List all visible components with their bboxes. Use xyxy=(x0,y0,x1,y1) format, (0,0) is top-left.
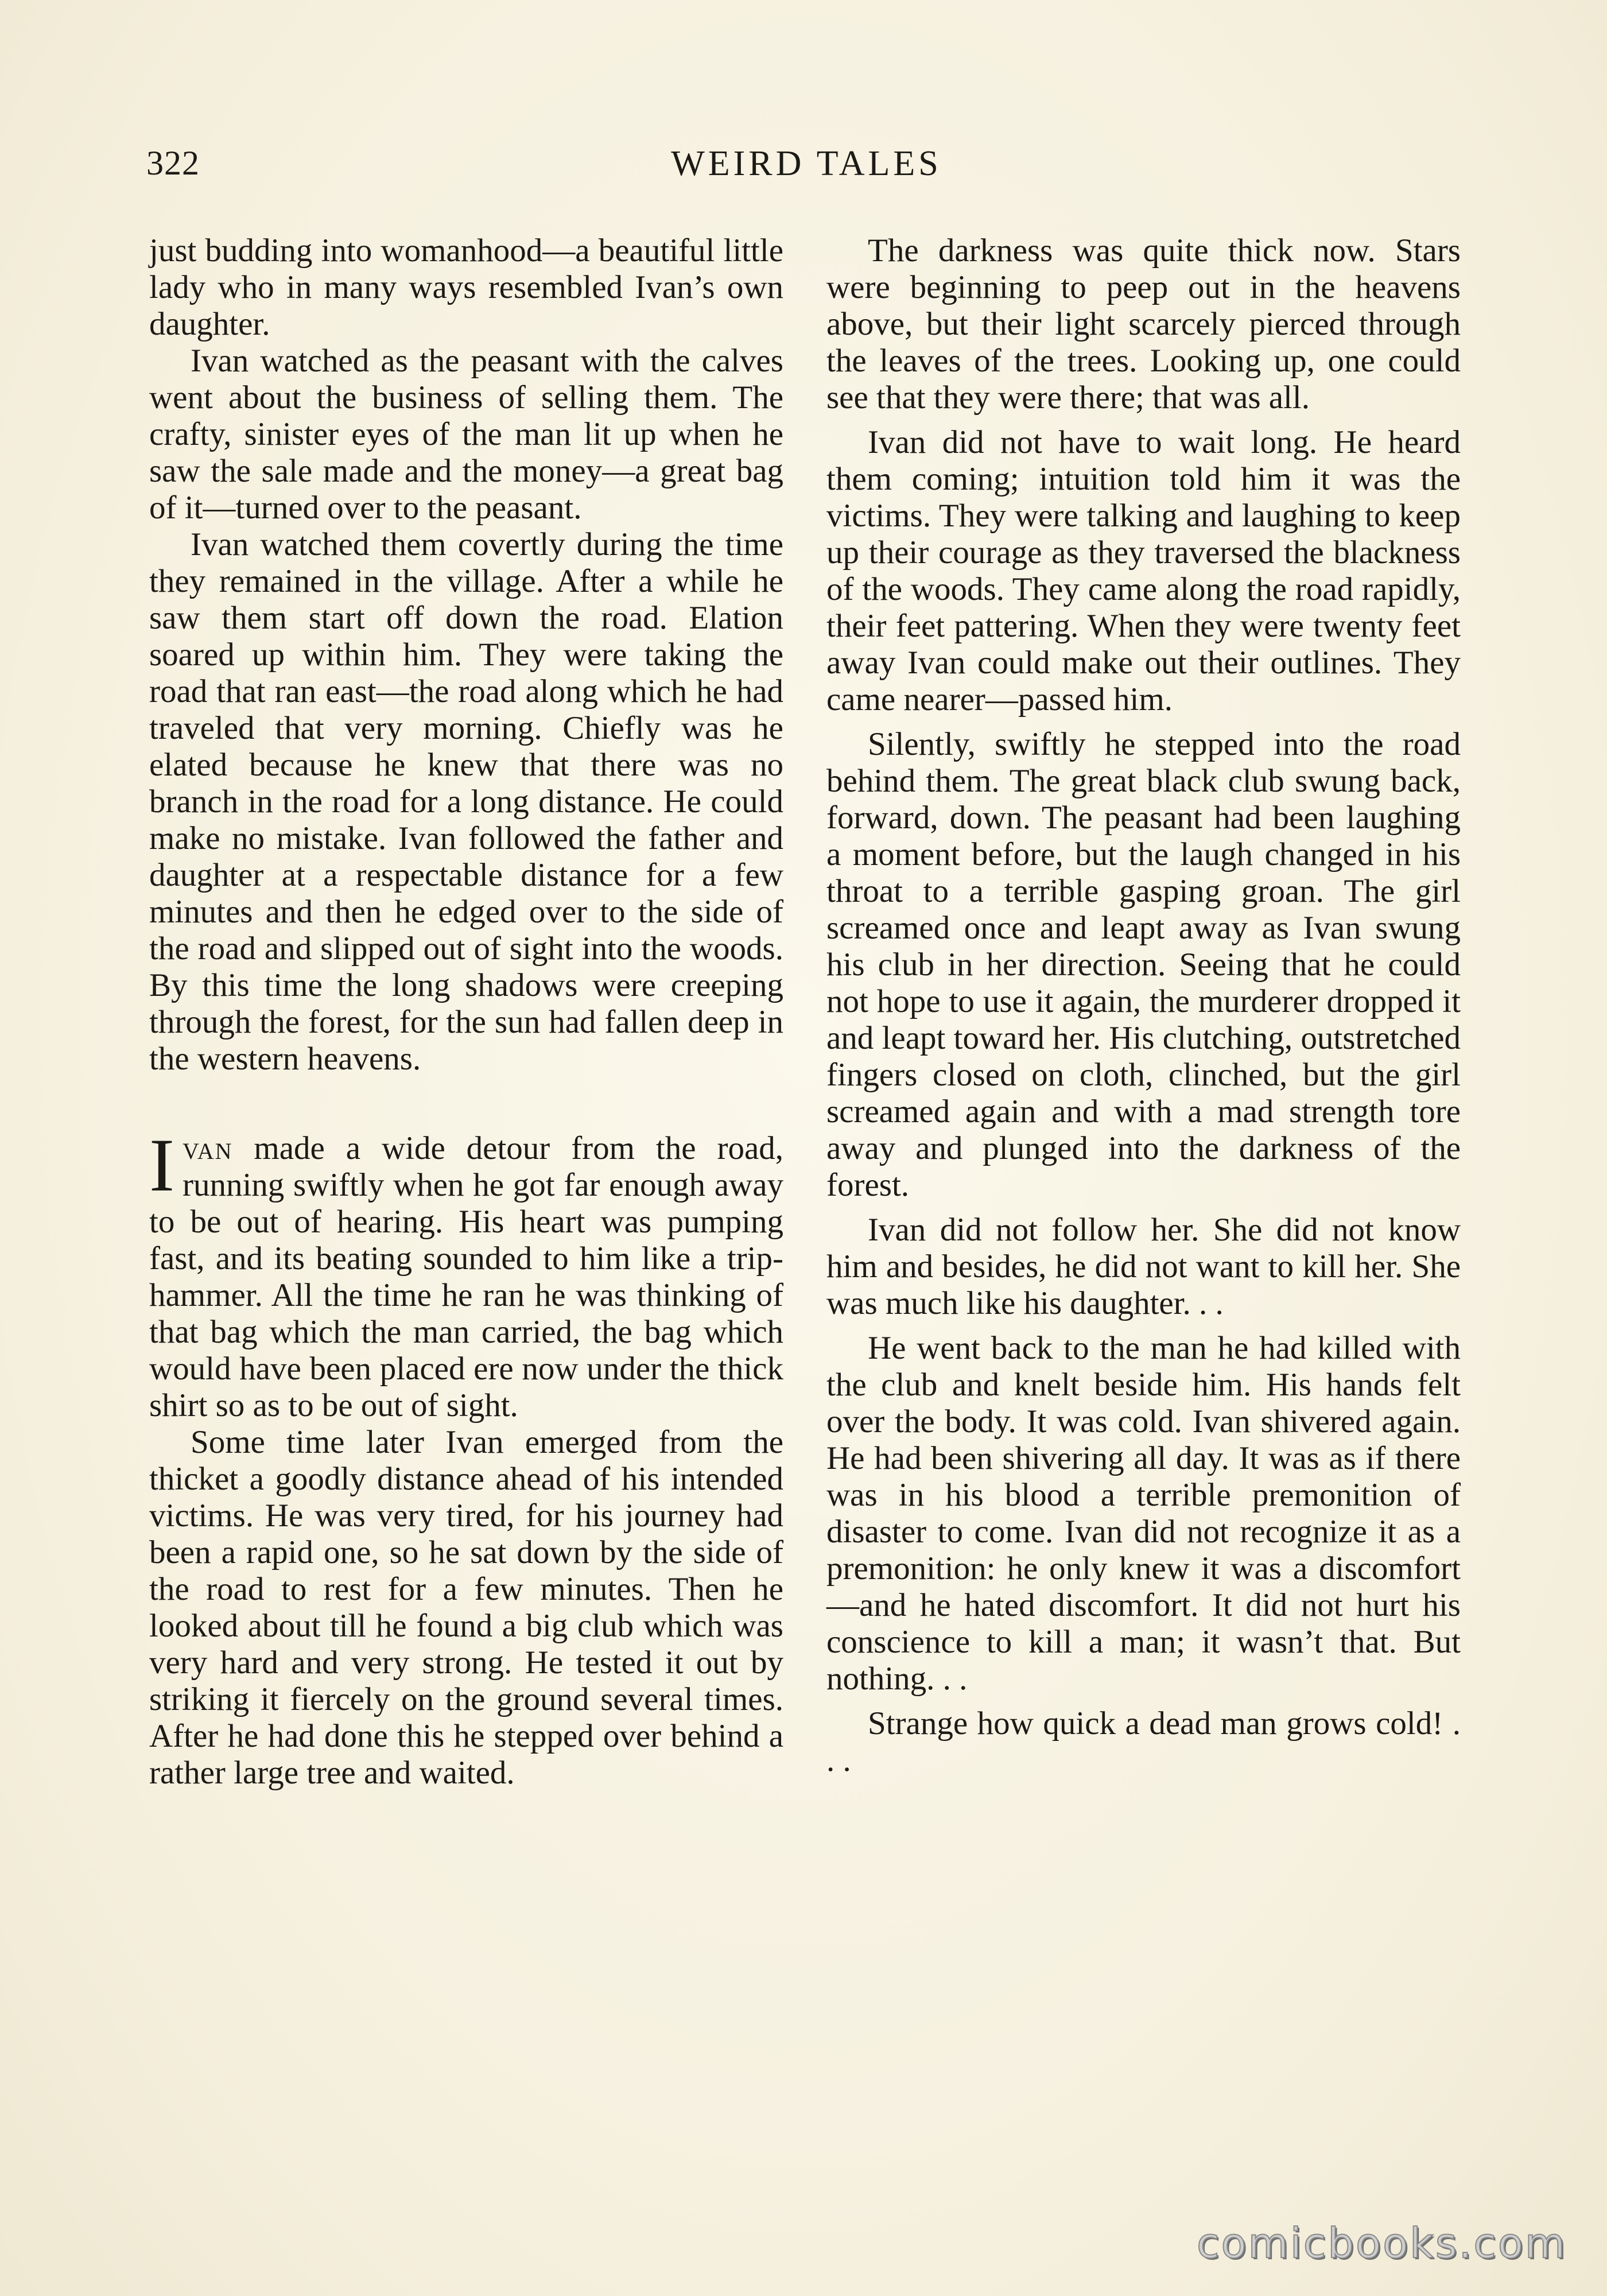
page-header xyxy=(146,144,1466,189)
paragraph-text: made a wide detour from the road, running swiftly when he got far enough away to be out of hearing. His heart was pumping fast, and its beating sounded to him like a triphammer. All the time he ran he was thinking of that bag which the man carried, the bag which would have been placed ere now under the thick shirt so as to be out of sight. xyxy=(149,1130,783,1424)
paragraph: He went back to the man he had killed with the club and knelt beside him. His hands felt over the body. It was cold. Ivan shivered again. He had been shivering all day. It was as if there was in his blood a terrible premonition of disaster to come. Ivan did not recognize it as a premonition: he only knew it was a discomfort—and he hated discomfort. It did not hurt his conscience to kill a man; it wasn’t that. But nothing. . . xyxy=(826,1330,1461,1697)
paragraph: just budding into womanhood—a beautiful little lady who in many ways resembled Ivan’s own daughter. xyxy=(149,232,783,342)
running-title: WEIRD TALES xyxy=(671,144,942,183)
small-caps-lead: van xyxy=(182,1130,233,1166)
paragraph: The darkness was quite thick now. Stars were beginning to peep out in the heavens above, but their light scarcely pierced through the leaves of the trees. Looking up, one could see that they were there; that was all. xyxy=(826,232,1461,416)
page-number: 322 xyxy=(146,144,200,182)
right-column xyxy=(826,232,1461,1779)
paragraph: Ivan watched as the peasant with the calves went about the business of selling them. The crafty, sinister eyes of the man lit up when he saw the sale made and the money—a great bag of it—turned over to the peasant. xyxy=(149,343,783,526)
section-opening-paragraph xyxy=(149,1123,783,1424)
paragraph: Silently, swiftly he stepped into the road behind them. The great black club swung back, forward, down. The peasant had been laughing a moment before, but the laugh changed in his throat to a terrible gasping groan. The girl screamed once and leapt away as Ivan swung his club in her direction. Seeing that he could not hope to use it again, the murderer dropped it and leapt toward her. His clutching, outstretched fingers closed on cloth, clinched, but the girl screamed again and with a mad strength tore away and plunged into the darkness of the forest. xyxy=(826,726,1461,1203)
paragraph: Strange how quick a dead man grows cold! . . . xyxy=(826,1705,1461,1778)
drop-cap: I xyxy=(149,1123,174,1207)
paragraph: Some time later Ivan emerged from the thicket a goodly distance ahead of his intended victims. He was very tired, for his journey had been a rapid one, so he sat down by the side of the road to rest for a few minutes. Then he looked about till he found a big club which was very hard and very strong. He tested it out by striking it fiercely on the ground several times. After he had done this he stepped over behind a rather large tree and waited. xyxy=(149,1424,783,1791)
paragraph: Ivan did not have to wait long. He heard them coming; intuition told him it was the victims. They were talking and laughing to keep up their courage as they traversed the blackness of the woods. They came along the road rapidly, their feet pattering. When they were twenty feet away Ivan could make out their outlines. They came nearer—passed him. xyxy=(826,424,1461,718)
left-column xyxy=(149,232,783,1791)
paragraph: Ivan watched them covertly during the time they remained in the village. After a while he saw them start off down the road. Elation soared up within him. They were taking the road that ran east—the road along which he had traveled that very morning. Chiefly was he elated because he knew that there was no branch in the road for a long distance. He could make no mistake. Ivan followed the father and daughter at a respectable distance for a few minutes and then he edged over to the side of the road and slipped out of sight into the woods. By this time the long shadows were creeping through the forest, for the sun had fallen deep in the western heavens. xyxy=(149,526,783,1077)
paragraph: Ivan did not follow her. She did not know him and besides, he did not want to kill her. She was much like his daughter. . . xyxy=(826,1212,1461,1321)
watermark-logo: comicbooks.com xyxy=(1196,2219,1567,2267)
